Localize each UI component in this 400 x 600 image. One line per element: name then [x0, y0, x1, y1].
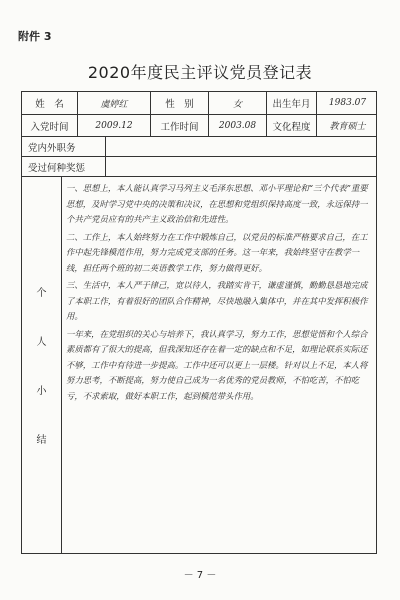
page-number: － 7 －	[183, 570, 217, 581]
annex-label: 附件 3	[18, 30, 52, 43]
summary-text	[66, 181, 372, 549]
work-label: 工作时间	[151, 115, 209, 136]
summary-label-char: 个	[36, 288, 47, 299]
work-value: 2003.08	[209, 115, 267, 136]
summary-label-char: 人	[36, 337, 47, 348]
summary-paragraph: 二、工作上，本人始终努力在工作中锻炼自己，以党员的标准严格要求自己，在工作中起先锋模范作用，努力完成党支部的任务。这一年来，我始终坚守在教学一线，担任两个班的初二英语教学工作，努力做得更好。	[66, 231, 368, 273]
name-label: 姓 名	[22, 92, 78, 114]
row-award	[22, 157, 376, 177]
birth-label: 出生年月	[267, 92, 317, 114]
gender-value: 女	[209, 92, 267, 114]
name-value: 虞婷红	[78, 92, 151, 114]
summary-label-char: 结	[36, 435, 47, 446]
row-basic	[22, 92, 376, 115]
gender-label: 性 别	[151, 92, 209, 114]
summary-paragraph: 三、生活中，本人严于律己，宽以待人，我踏实肯干，谦虚谨慎，勤勤恳恳地完成了本职工作，有着很好的团队合作精神，尽快地融入集体中，并在其中发挥积极作用。	[66, 280, 368, 321]
registration-form	[21, 91, 377, 554]
row-post	[22, 137, 376, 157]
summary-label	[22, 177, 62, 553]
page-title: 2020年度民主评议党员登记表	[87, 63, 313, 82]
join-value: 2009.12	[78, 115, 151, 136]
summary-paragraph: 一、思想上，本人能认真学习马列主义毛泽东思想、邓小平理论和“三个代表”重要思想，及时学习党中央的决策和决议，在思想和党组织保持高度一致，永远保持一个共产党员应有的共产主义政治信和先进性。	[66, 183, 368, 224]
award-value	[106, 157, 376, 176]
post-value	[106, 137, 376, 156]
edu-label: 文化程度	[267, 115, 317, 136]
summary-label-char: 小	[36, 386, 47, 397]
summary-section	[22, 177, 376, 553]
birth-value: 1983.07	[328, 98, 367, 108]
award-label: 受过何种奖惩	[22, 157, 106, 176]
post-label: 党内外职务	[22, 137, 106, 156]
edu-value: 教育硕士	[329, 122, 366, 132]
row-times	[22, 115, 376, 137]
summary-paragraph: 一年来，在党组织的关心与培养下，我认真学习，努力工作，思想觉悟和个人综合素质都有了很大的提高，但我深知还存在着一定的缺点和不足，如理论联系实际还不够，工作中有待进一步提高。工作中还可以更上一层楼。针对以上不足，本人将努力思考，不断提高，努力使自己成为一名优秀的党员教师，不怕吃苦，不怕吃亏，不求索取，做好本职工作，起到模范带头作用。	[66, 328, 368, 401]
join-label: 入党时间	[22, 115, 78, 136]
